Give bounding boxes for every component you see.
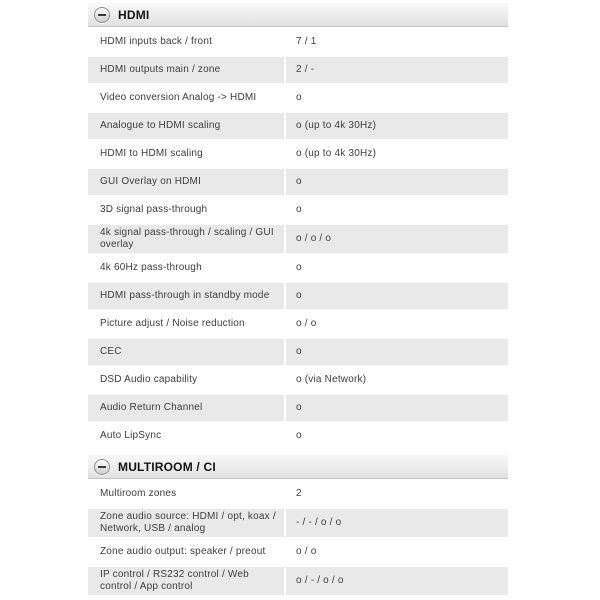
section-title: HDMI — [118, 7, 150, 22]
spec-label: 4k signal pass-through / scaling / GUI overlay — [88, 225, 286, 253]
spec-value: o / o — [296, 546, 317, 557]
spec-label: Picture adjust / Noise reduction — [88, 311, 286, 337]
spec-label: Analogue to HDMI scaling — [88, 113, 286, 139]
spec-value: o / o / o — [296, 233, 332, 244]
section-hdmi — [88, 3, 508, 451]
spec-table — [88, 3, 508, 597]
spec-row — [88, 255, 508, 283]
spec-row — [88, 197, 508, 225]
spec-row — [88, 57, 508, 85]
spec-row — [88, 283, 508, 311]
minus-glyph — [98, 466, 106, 468]
spec-row — [88, 423, 508, 451]
spec-row — [88, 113, 508, 141]
spec-row — [88, 225, 508, 255]
spec-label: DSD Audio capability — [88, 367, 286, 393]
spec-label: Video conversion Analog -> HDMI — [88, 85, 286, 111]
spec-value: o — [296, 402, 302, 413]
section-header-multiroom-ci[interactable] — [88, 455, 508, 479]
spec-label: HDMI pass-through in standby mode — [88, 283, 286, 309]
section-title: MULTIROOM / CI — [118, 459, 216, 474]
spec-row — [88, 169, 508, 197]
spec-row — [88, 141, 508, 169]
spec-label: HDMI inputs back / front — [88, 29, 286, 55]
spec-value: o — [296, 92, 302, 103]
minus-circle-icon[interactable] — [94, 7, 110, 23]
section-multiroom-ci — [88, 455, 508, 597]
spec-label: HDMI outputs main / zone — [88, 57, 286, 83]
spec-label: 3D signal pass-through — [88, 197, 286, 223]
spec-row — [88, 481, 508, 509]
spec-row — [88, 339, 508, 367]
spec-value: o (via Network) — [296, 374, 367, 385]
spec-label: IP control / RS232 control / Web control / App control — [88, 567, 286, 595]
spec-value: o — [296, 204, 302, 215]
spec-row — [88, 567, 508, 597]
spec-row — [88, 395, 508, 423]
spec-value: o — [296, 176, 302, 187]
minus-glyph — [98, 14, 106, 16]
spec-value: o / - / o / o — [296, 575, 344, 586]
spec-value: 2 / - — [296, 64, 315, 75]
spec-value: o (up to 4k 30Hz) — [296, 148, 377, 159]
spec-label: CEC — [88, 339, 286, 365]
spec-value: 2 — [296, 488, 302, 499]
spec-row — [88, 311, 508, 339]
spec-label: 4k 60Hz pass-through — [88, 255, 286, 281]
spec-value: o — [296, 290, 302, 301]
spec-row — [88, 85, 508, 113]
spec-value: 7 / 1 — [296, 36, 317, 47]
spec-value: o — [296, 262, 302, 273]
spec-label: Audio Return Channel — [88, 395, 286, 421]
section-header-hdmi[interactable] — [88, 3, 508, 27]
spec-label: GUI Overlay on HDMI — [88, 169, 286, 195]
spec-label: Multiroom zones — [88, 481, 286, 507]
spec-value: - / - / o / o — [296, 517, 342, 528]
spec-row — [88, 539, 508, 567]
spec-value: o — [296, 346, 302, 357]
minus-circle-icon[interactable] — [94, 459, 110, 475]
spec-value: o — [296, 430, 302, 441]
spec-value: o (up to 4k 30Hz) — [296, 120, 377, 131]
spec-label: Zone audio source: HDMI / opt, koax / Network, USB / analog — [88, 509, 286, 537]
spec-row — [88, 29, 508, 57]
spec-label: HDMI to HDMI scaling — [88, 141, 286, 167]
spec-row — [88, 509, 508, 539]
spec-label: Zone audio output: speaker / preout — [88, 539, 286, 565]
spec-label: Auto LipSync — [88, 423, 286, 449]
spec-value: o / o — [296, 318, 317, 329]
spec-row — [88, 367, 508, 395]
